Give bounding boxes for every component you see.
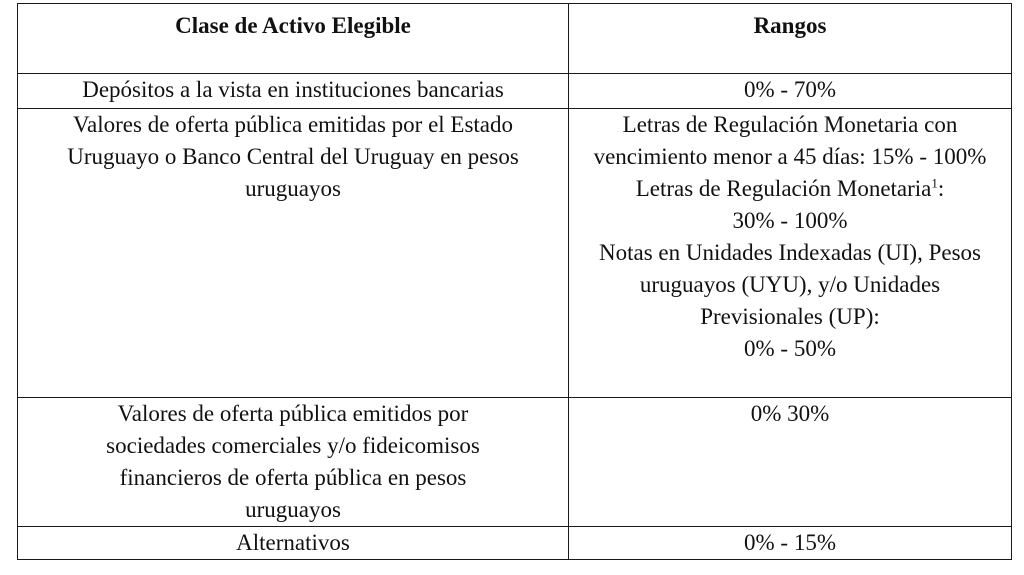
header-asset-class: Clase de Activo Elegible — [18, 4, 569, 74]
asset-class-cell: Depósitos a la vista en instituciones bancarias — [18, 74, 569, 109]
range-line-lrm-colon: : — [937, 176, 945, 201]
range-cell — [569, 109, 1012, 398]
range-cell: 0% - 15% — [569, 527, 1012, 560]
table-header-row — [18, 4, 1012, 74]
range-line-notes-value: 0% - 50% — [744, 336, 836, 361]
footnote-marker: 1 — [931, 175, 938, 191]
range-line-short-term-lrm: Letras de Regulación Monetaria con vencimiento menor a 45 días: 15% - 100% — [593, 112, 987, 169]
asset-class-cell: Alternativos — [18, 527, 569, 560]
table-row — [18, 74, 1012, 109]
range-line-lrm — [573, 173, 1007, 205]
eligible-assets-table — [17, 3, 1012, 560]
table-row — [18, 109, 1012, 398]
table-row — [18, 527, 1012, 560]
header-ranges: Rangos — [569, 4, 1012, 74]
range-cell: 0% - 70% — [569, 74, 1012, 109]
table-row — [18, 398, 1012, 527]
range-line-notes: Notas en Unidades Indexadas (UI), Pesos uruguayos (UYU), y/o Unidades Previsionales (UP): — [599, 240, 981, 329]
asset-class-cell: Valores de oferta pública emitidas por el Estado Uruguayo o Banco Central del Uruguay en pesos uruguayos — [18, 109, 569, 398]
asset-class-cell: Valores de oferta pública emitidos por sociedades comerciales y/o fideicomisos financieros de oferta pública en pesos uruguayos — [18, 398, 569, 527]
range-cell: 0% 30% — [569, 398, 1012, 527]
range-line-lrm-text: Letras de Regulación Monetaria — [635, 176, 932, 201]
range-line-lrm-value: 30% - 100% — [732, 208, 848, 233]
